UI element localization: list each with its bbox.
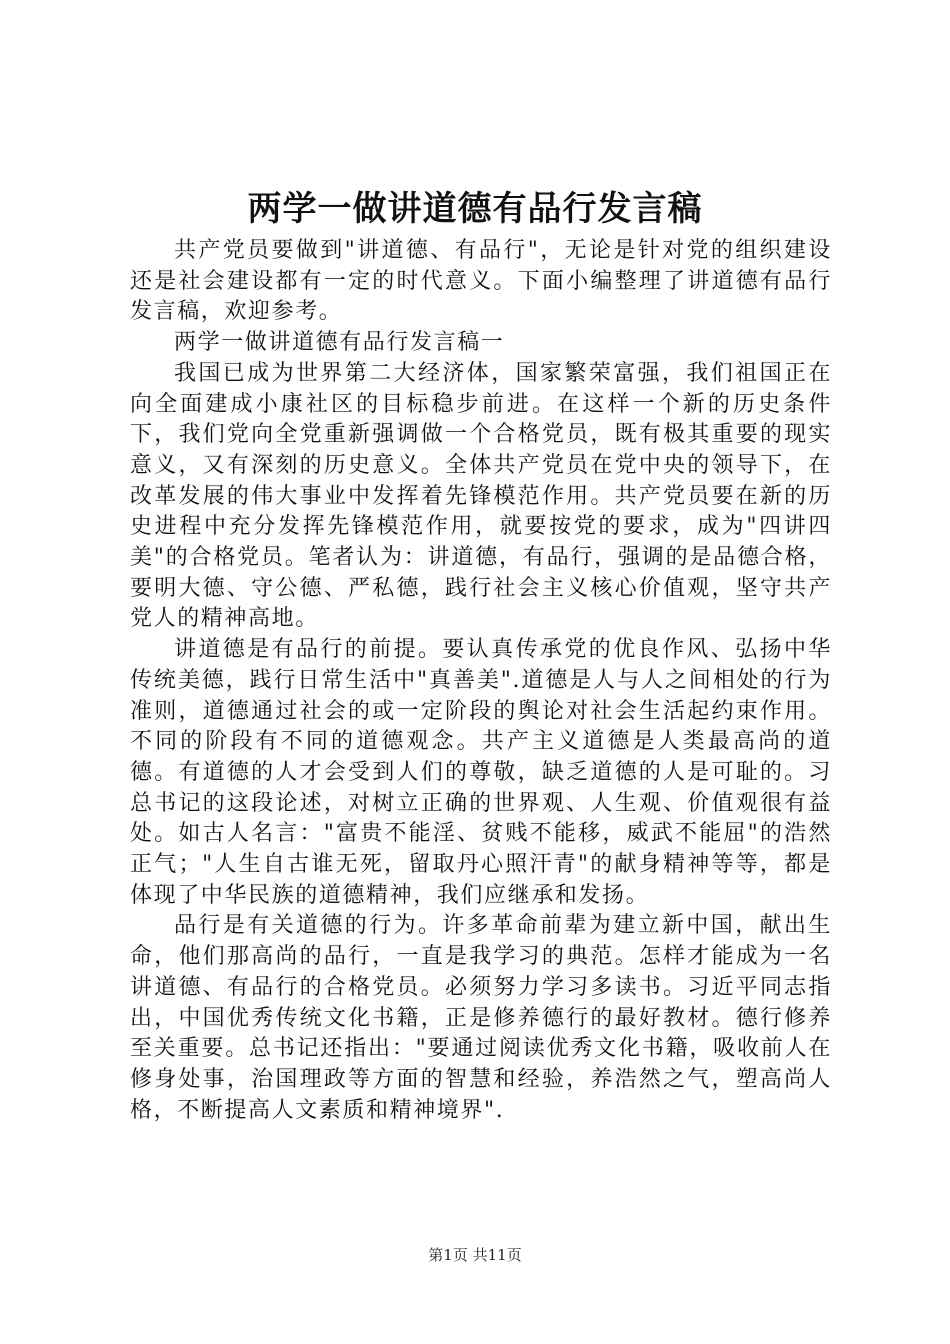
paragraph-subheading: 两学一做讲道德有品行发言稿一 bbox=[174, 330, 505, 356]
document-body bbox=[130, 236, 832, 1126]
paragraph-body-2: 讲道德是有品行的前提。要认真传承党的优良作风、弘扬中华传统美德，践行日常生活中"真善美".道德是人与人之间相处的行为准则，道德通过社会的或一定阶段的舆论对社会生活起约束作用。不同的阶段有不同的道德观念。共产主义道德是人类最高尚的道德。有道德的人才会受到人们的尊敬，缺乏道德的人是可耻的。习总书记的这段论述，对树立正确的世界观、人生观、价值观很有益处。如古人名言："富贵不能淫、贫贱不能移，威武不能屈"的浩然正气；"人生自古谁无死，留取丹心照汗青"的献身精神等等，都是体现了中华民族的道德精神，我们应继承和发扬。 bbox=[130, 637, 832, 908]
document-title: 两学一做讲道德有品行发言稿 bbox=[247, 189, 703, 229]
page-number-footer: 第1页 共11页 bbox=[428, 1246, 522, 1264]
paragraph-body-3: 品行是有关道德的行为。许多革命前辈为建立新中国，献出生命，他们那高尚的品行，一直是我学习的典范。怎样才能成为一名讲道德、有品行的合格党员。必须努力学习多读书。习近平同志指出，中国优秀传统文化书籍，正是修养德行的最好教材。德行修养至关重要。总书记还指出："要通过阅读优秀文化书籍，吸收前人在修身处事，治国理政等方面的智慧和经验，养浩然之气，塑高尚人格，不断提高人文素质和精神境界". bbox=[130, 913, 832, 1123]
paragraph-body-1: 我国已成为世界第二大经济体，国家繁荣富强，我们祖国正在向全面建成小康社区的目标稳步前进。在这样一个新的历史条件下，我们党向全党重新强调做一个合格党员，既有极其重要的现实意义，又有深刻的历史意义。全体共产党员在党中央的领导下，在改革发展的伟大事业中发挥着先锋模范作用。共产党员要在新的历史进程中充分发挥先锋模范作用，就要按党的要求，成为"四讲四美"的合格党员。笔者认为：讲道德，有品行，强调的是品德合格，要明大德、守公德、严私德，践行社会主义核心价值观，坚守共产党人的精神高地。 bbox=[130, 360, 832, 632]
paragraph-intro: 共产党员要做到"讲道德、有品行"，无论是针对党的组织建设还是社会建设都有一定的时代意义。下面小编整理了讲道德有品行发言稿，欢迎参考。 bbox=[130, 238, 832, 325]
